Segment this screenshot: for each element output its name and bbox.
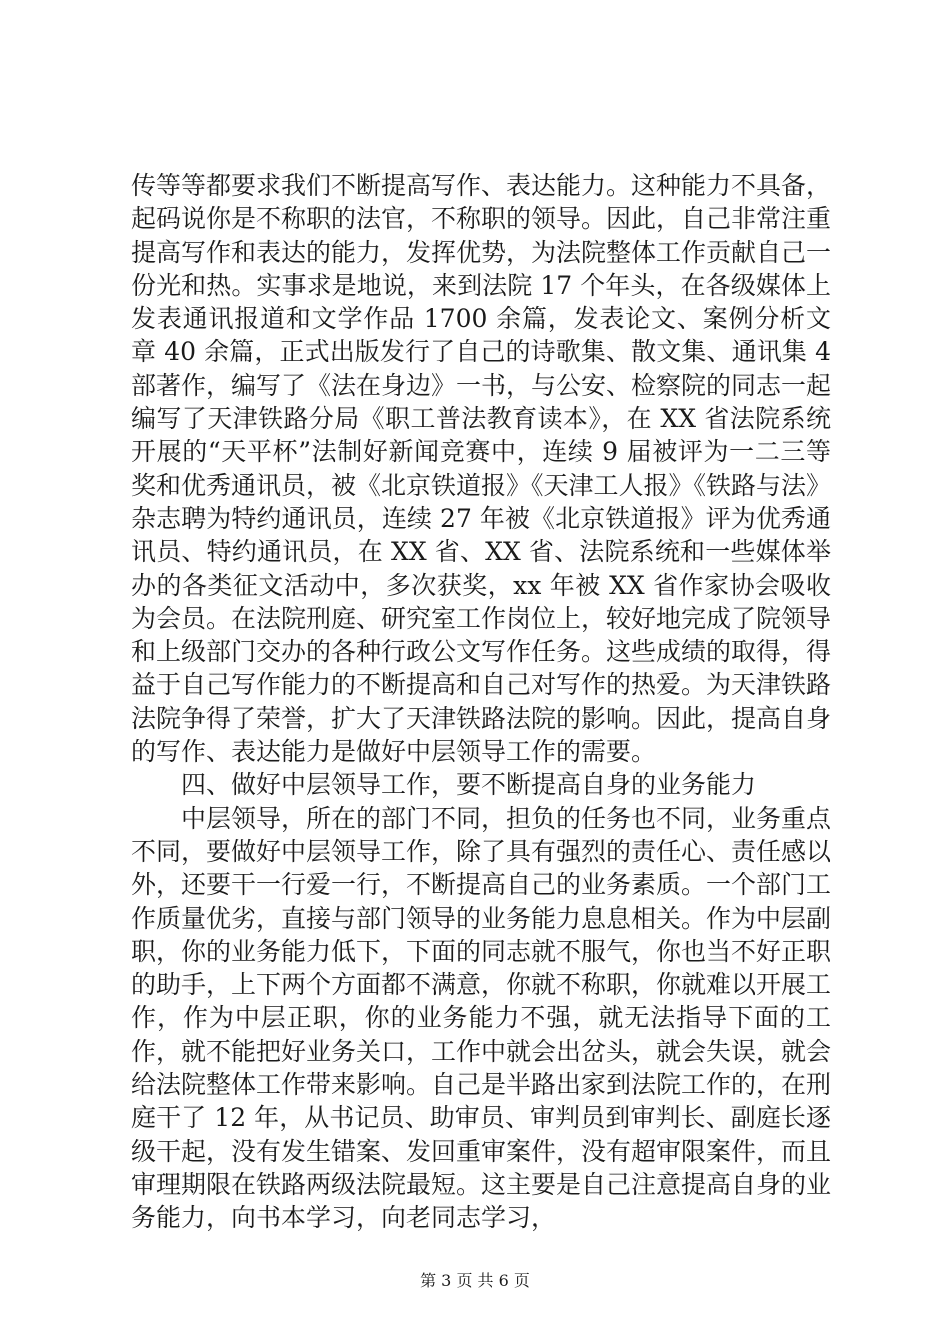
paragraph-business-ability: 中层领导，所在的部门不同，担负的任务也不同，业务重点不同，要做好中层领导工作，除了具有强烈的责任心、责任感以外，还要干一行爱一行，不断提高自己的业务素质。一个部门工作质量优劣，直接与部门领导的业务能力息息相关。作为中层副职，你的业务能力低下，下面的同志就不服气，你也当不好正职的助手，上下两个方面都不满意，你就不称职，你就难以开展工作，作为中层正职，你的业务能力不强，就无法指导下面的工作，就不能把好业务关口，工作中就会出岔头，就会失误，就会给法院整体工作带来影响。自己是半路出家到法院工作的，在刑庭干了 12 年，从书记员、助审员、审判员到审判长、副庭长逐级干起，没有发生错案、发回重审案件，没有超审限案件，而且审理期限在铁路两级法院最短。这主要是自己注意提高自身的业务能力，向书本学习，向老同志学习，	[131, 803, 832, 1233]
section-heading-business-ability: 四、做好中层领导工作，要不断提高自身的业务能力	[181, 770, 757, 800]
page-number-footer: 第 3 页 共 6 页	[420, 1271, 530, 1290]
document-body	[131, 169, 831, 1235]
paragraph-writing-ability: 传等等都要求我们不断提高写作、表达能力。这种能力不具备，起码说你是不称职的法官，不称职的领导。因此，自己非常注重提高写作和表达的能力，发挥优势，为法院整体工作贡献自己一份光和热。实事求是地说，来到法院 17 个年头，在各级媒体上发表通讯报道和文学作品 1700 余篇，发表论文、案例分析文章 40 余篇，正式出版发行了自己的诗歌集、散文集、通讯集 4 部著作，编写了《法在身边》一书，与公安、检察院的同志一起编写了天津铁路分局《职工普法教育读本》，在 XX 省法院系统开展的“天平杯”法制好新闻竞赛中，连续 9 届被评为一二三等奖和优秀通讯员，被《北京铁道报》《天津工人报》《铁路与法》杂志聘为特约通讯员，连续 27 年被《北京铁道报》评为优秀通讯员、特约通讯员，在 XX 省、XX 省、法院系统和一些媒体举办的各类征文活动中，多次获奖，xx 年被 XX 省作家协会吸收为会员。在法院刑庭、研究室工作岗位上，较好地完成了院领导和上级部门交办的各种行政公文写作任务。这些成绩的取得，得益于自己写作能力的不断提高和自己对写作的热爱。为天津铁路法院争得了荣誉，扩大了天津铁路法院的影响。因此，提高自身的写作、表达能力是做好中层领导工作的需要。	[131, 171, 832, 767]
